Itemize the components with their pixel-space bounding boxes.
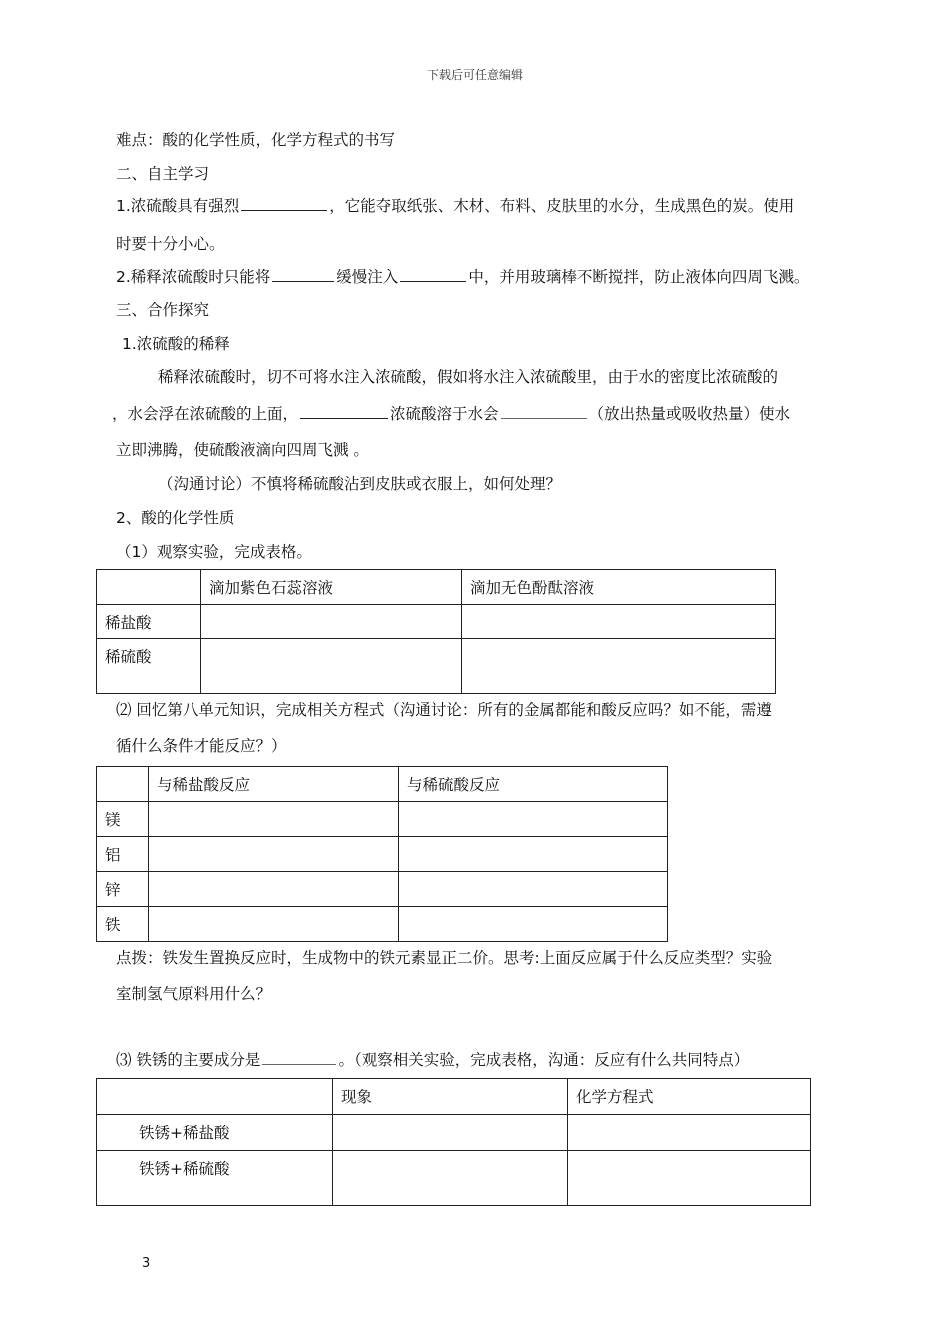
table1-cell[interactable]: [201, 639, 462, 694]
table1-cell[interactable]: [462, 605, 776, 639]
table2-cell[interactable]: [399, 872, 668, 907]
table2-row-label: 镁: [97, 802, 149, 837]
table2-header-h2so4: 与稀硫酸反应: [399, 767, 668, 802]
rust-line: [116, 1048, 749, 1070]
section-2-heading: 二、自主学习: [116, 165, 210, 183]
table1-header-litmus: 滴加紫色石蕊溶液: [201, 570, 462, 605]
table2-cell[interactable]: [399, 802, 668, 837]
q2-text-b: 缓慢注入: [336, 268, 399, 286]
q2-text-c: 中，并用玻璃棒不断搅拌，防止液体向四周飞溅。: [468, 268, 810, 286]
recall-line-2: 循什么条件才能反应？）: [116, 737, 287, 755]
table2-row-label: 锌: [97, 872, 149, 907]
rust-text-b: 。（观察相关实验，完成表格，沟通：反应有什么共同特点）: [338, 1051, 750, 1069]
p1-text-c: 浓硫酸溶于水会: [390, 405, 499, 423]
table2-cell[interactable]: [149, 872, 399, 907]
paragraph-1-line-3: 立即沸腾，使硫酸液滴向四周飞溅 。: [116, 441, 369, 459]
observe-instruction: （1）观察实验，完成表格。: [116, 543, 312, 561]
table2-cell[interactable]: [399, 837, 668, 872]
table1-header-phenolphthalein: 滴加无色酚酞溶液: [462, 570, 776, 605]
subsection-2-heading: 2、酸的化学性质: [116, 509, 235, 527]
question-1-line: [116, 194, 794, 216]
p1-blank-2[interactable]: [501, 404, 587, 419]
table1-row-label: 稀硫酸: [97, 639, 201, 694]
table1-cell[interactable]: [462, 639, 776, 694]
table2-cell[interactable]: [149, 802, 399, 837]
table3-row-label: 铁锈+稀盐酸: [97, 1115, 333, 1151]
q2-blank-1[interactable]: [272, 267, 334, 282]
paragraph-1-line-2: [112, 402, 790, 424]
page-header: 下载后可任意编辑: [426, 68, 523, 82]
table2-row-label: 铝: [97, 837, 149, 872]
rust-blank[interactable]: [262, 1050, 336, 1065]
tip-line-2: 室制氢气原料用什么？: [116, 985, 272, 1003]
page-number: 3: [142, 1256, 151, 1271]
metal-reaction-table: [96, 766, 668, 942]
table3-header-equation: 化学方程式: [568, 1079, 811, 1115]
section-3-heading: 三、合作探究: [116, 301, 210, 319]
table1-header-empty: [97, 570, 201, 605]
table1-row-label: 稀盐酸: [97, 605, 201, 639]
indicator-table: [96, 569, 776, 694]
p1-blank-1[interactable]: [300, 404, 388, 419]
question-1-continued: 时要十分小心。: [116, 235, 225, 253]
table3-cell[interactable]: [333, 1151, 568, 1206]
rust-text-a: ⑶ 铁锈的主要成分是: [116, 1051, 261, 1069]
table2-cell[interactable]: [149, 907, 399, 942]
tip-line-1: 点拨：铁发生置换反应时，生成物中的铁元素显正二价。思考:上面反应属于什么反应类型？实验: [116, 949, 773, 967]
q1-blank[interactable]: [241, 196, 327, 211]
table3-header-phenomenon: 现象: [333, 1079, 568, 1115]
table1-cell[interactable]: [201, 605, 462, 639]
q1-text-a: 1.浓硫酸具有强烈: [116, 197, 240, 215]
table3-cell[interactable]: [568, 1115, 811, 1151]
subsection-1-heading: 1.浓硫酸的稀释: [122, 335, 230, 353]
p1-text-d: （放出热量或吸收热量）使水: [588, 405, 791, 423]
table2-cell[interactable]: [399, 907, 668, 942]
table3-cell[interactable]: [333, 1115, 568, 1151]
question-2-line: [116, 265, 809, 287]
table2-cell[interactable]: [149, 837, 399, 872]
q1-text-b: ，它能夺取纸张、木材、布料、皮肤里的水分，生成黑色的炭。使用: [329, 197, 795, 215]
table3-header-empty: [97, 1079, 333, 1115]
table3-row-label: 铁锈+稀硫酸: [97, 1151, 333, 1206]
paragraph-1-line-1: 稀释浓硫酸时，切不可将水注入浓硫酸，假如将水注入浓硫酸里，由于水的密度比浓硫酸的: [158, 368, 779, 386]
table2-row-label: 铁: [97, 907, 149, 942]
recall-line-1: ⑵ 回忆第八单元知识，完成相关方程式（沟通讨论：所有的金属都能和酸反应吗？如不能，需遵: [116, 701, 772, 719]
p1-text-b: ，水会浮在浓硫酸的上面，: [112, 405, 299, 423]
table3-cell[interactable]: [568, 1151, 811, 1206]
table2-header-empty: [97, 767, 149, 802]
table2-header-hcl: 与稀盐酸反应: [149, 767, 399, 802]
q2-blank-2[interactable]: [400, 267, 466, 282]
rust-reaction-table: [96, 1078, 811, 1206]
discussion-prompt: （沟通讨论）不慎将稀硫酸沾到皮肤或衣服上，如何处理？: [158, 475, 562, 493]
difficulty-line: 难点：酸的化学性质，化学方程式的书写: [116, 131, 396, 149]
q2-text-a: 2.稀释浓硫酸时只能将: [116, 268, 271, 286]
